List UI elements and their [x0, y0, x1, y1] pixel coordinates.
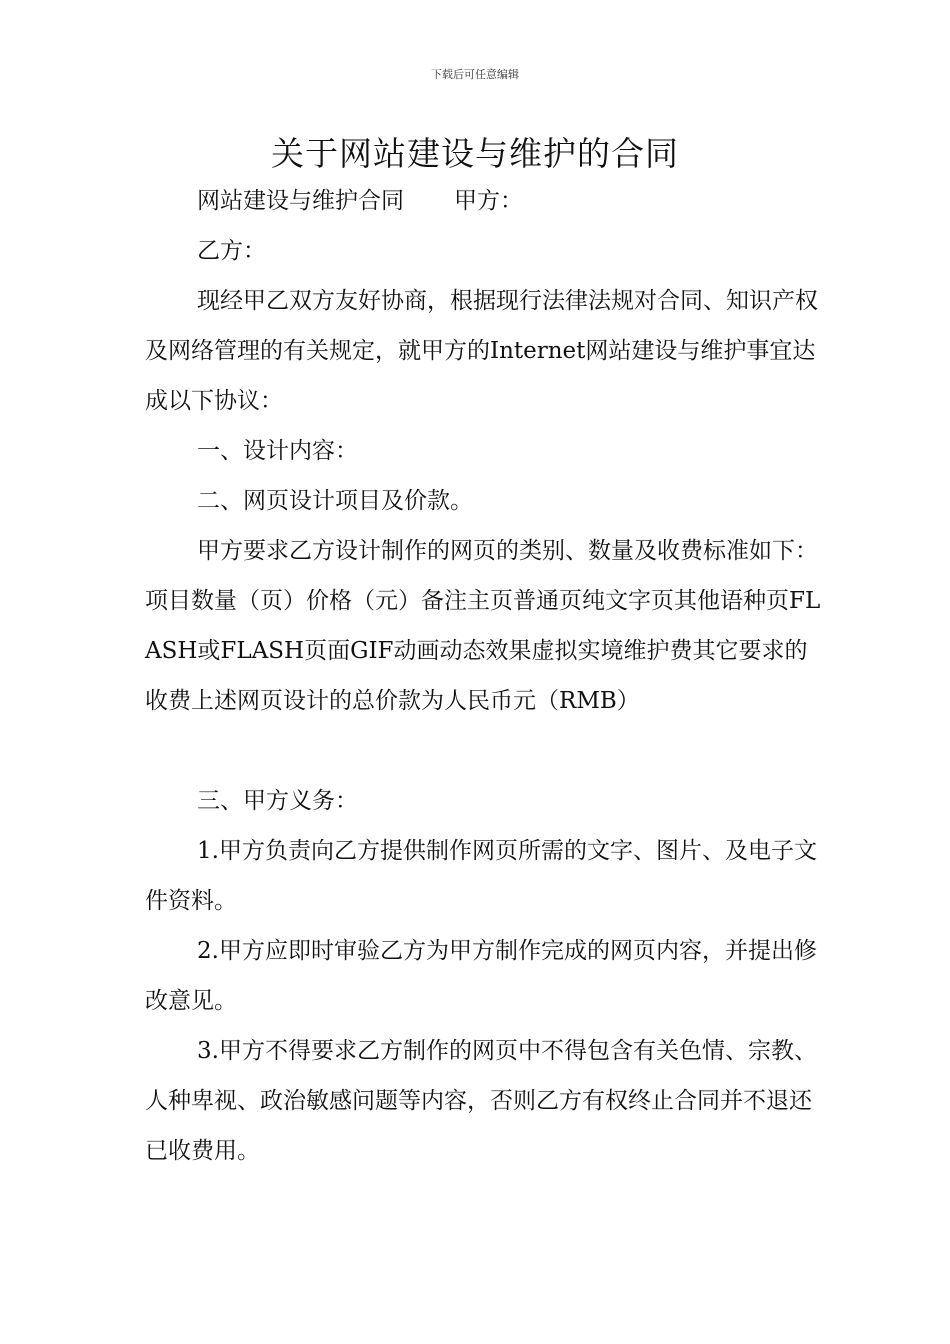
contract-name: 网站建设与维护合同: [197, 188, 404, 214]
obligation-item-1: 1.甲方负责向乙方提供制作网页所需的文字、图片、及电子文件资料。: [145, 838, 817, 914]
section-2-body: 甲方要求乙方设计制作的网页的类别、数量及收费标准如下：项目数量（页）价格（元）备注主页普通页纯文字页其他语种页FLASH或FLASH页面GIF动画动态效果虚拟实境维护费其它要求的收费上述网页设计的总价款为人民币元（RMB）: [145, 538, 821, 714]
contract-heading-line: [145, 176, 825, 226]
blank-line: [145, 726, 825, 776]
section-1-heading: 一、设计内容：: [197, 438, 358, 464]
party-b-label: 乙方：: [197, 238, 266, 264]
party-a-label: 甲方：: [454, 188, 523, 214]
section-2-heading: 二、网页设计项目及价款。: [197, 488, 473, 514]
obligation-item-3: 3.甲方不得要求乙方制作的网页中不得包含有关色情、宗教、人种卑视、政治敏感问题等内容，否则乙方有权终止合同并不退还已收费用。: [145, 1038, 817, 1164]
header-note: 下载后可任意编辑: [431, 68, 519, 81]
document-body: [145, 176, 825, 1176]
obligation-item-2: 2.甲方应即时审验乙方为甲方制作完成的网页内容，并提出修改意见。: [145, 938, 817, 1014]
document-title: 关于网站建设与维护的合同: [271, 134, 679, 173]
section-3-heading: 三、甲方义务：: [197, 788, 358, 814]
intro-paragraph: 现经甲乙双方友好协商，根据现行法律法规对合同、知识产权及网络管理的有关规定，就甲方的Internet网站建设与维护事宜达成以下协议：: [145, 288, 818, 414]
